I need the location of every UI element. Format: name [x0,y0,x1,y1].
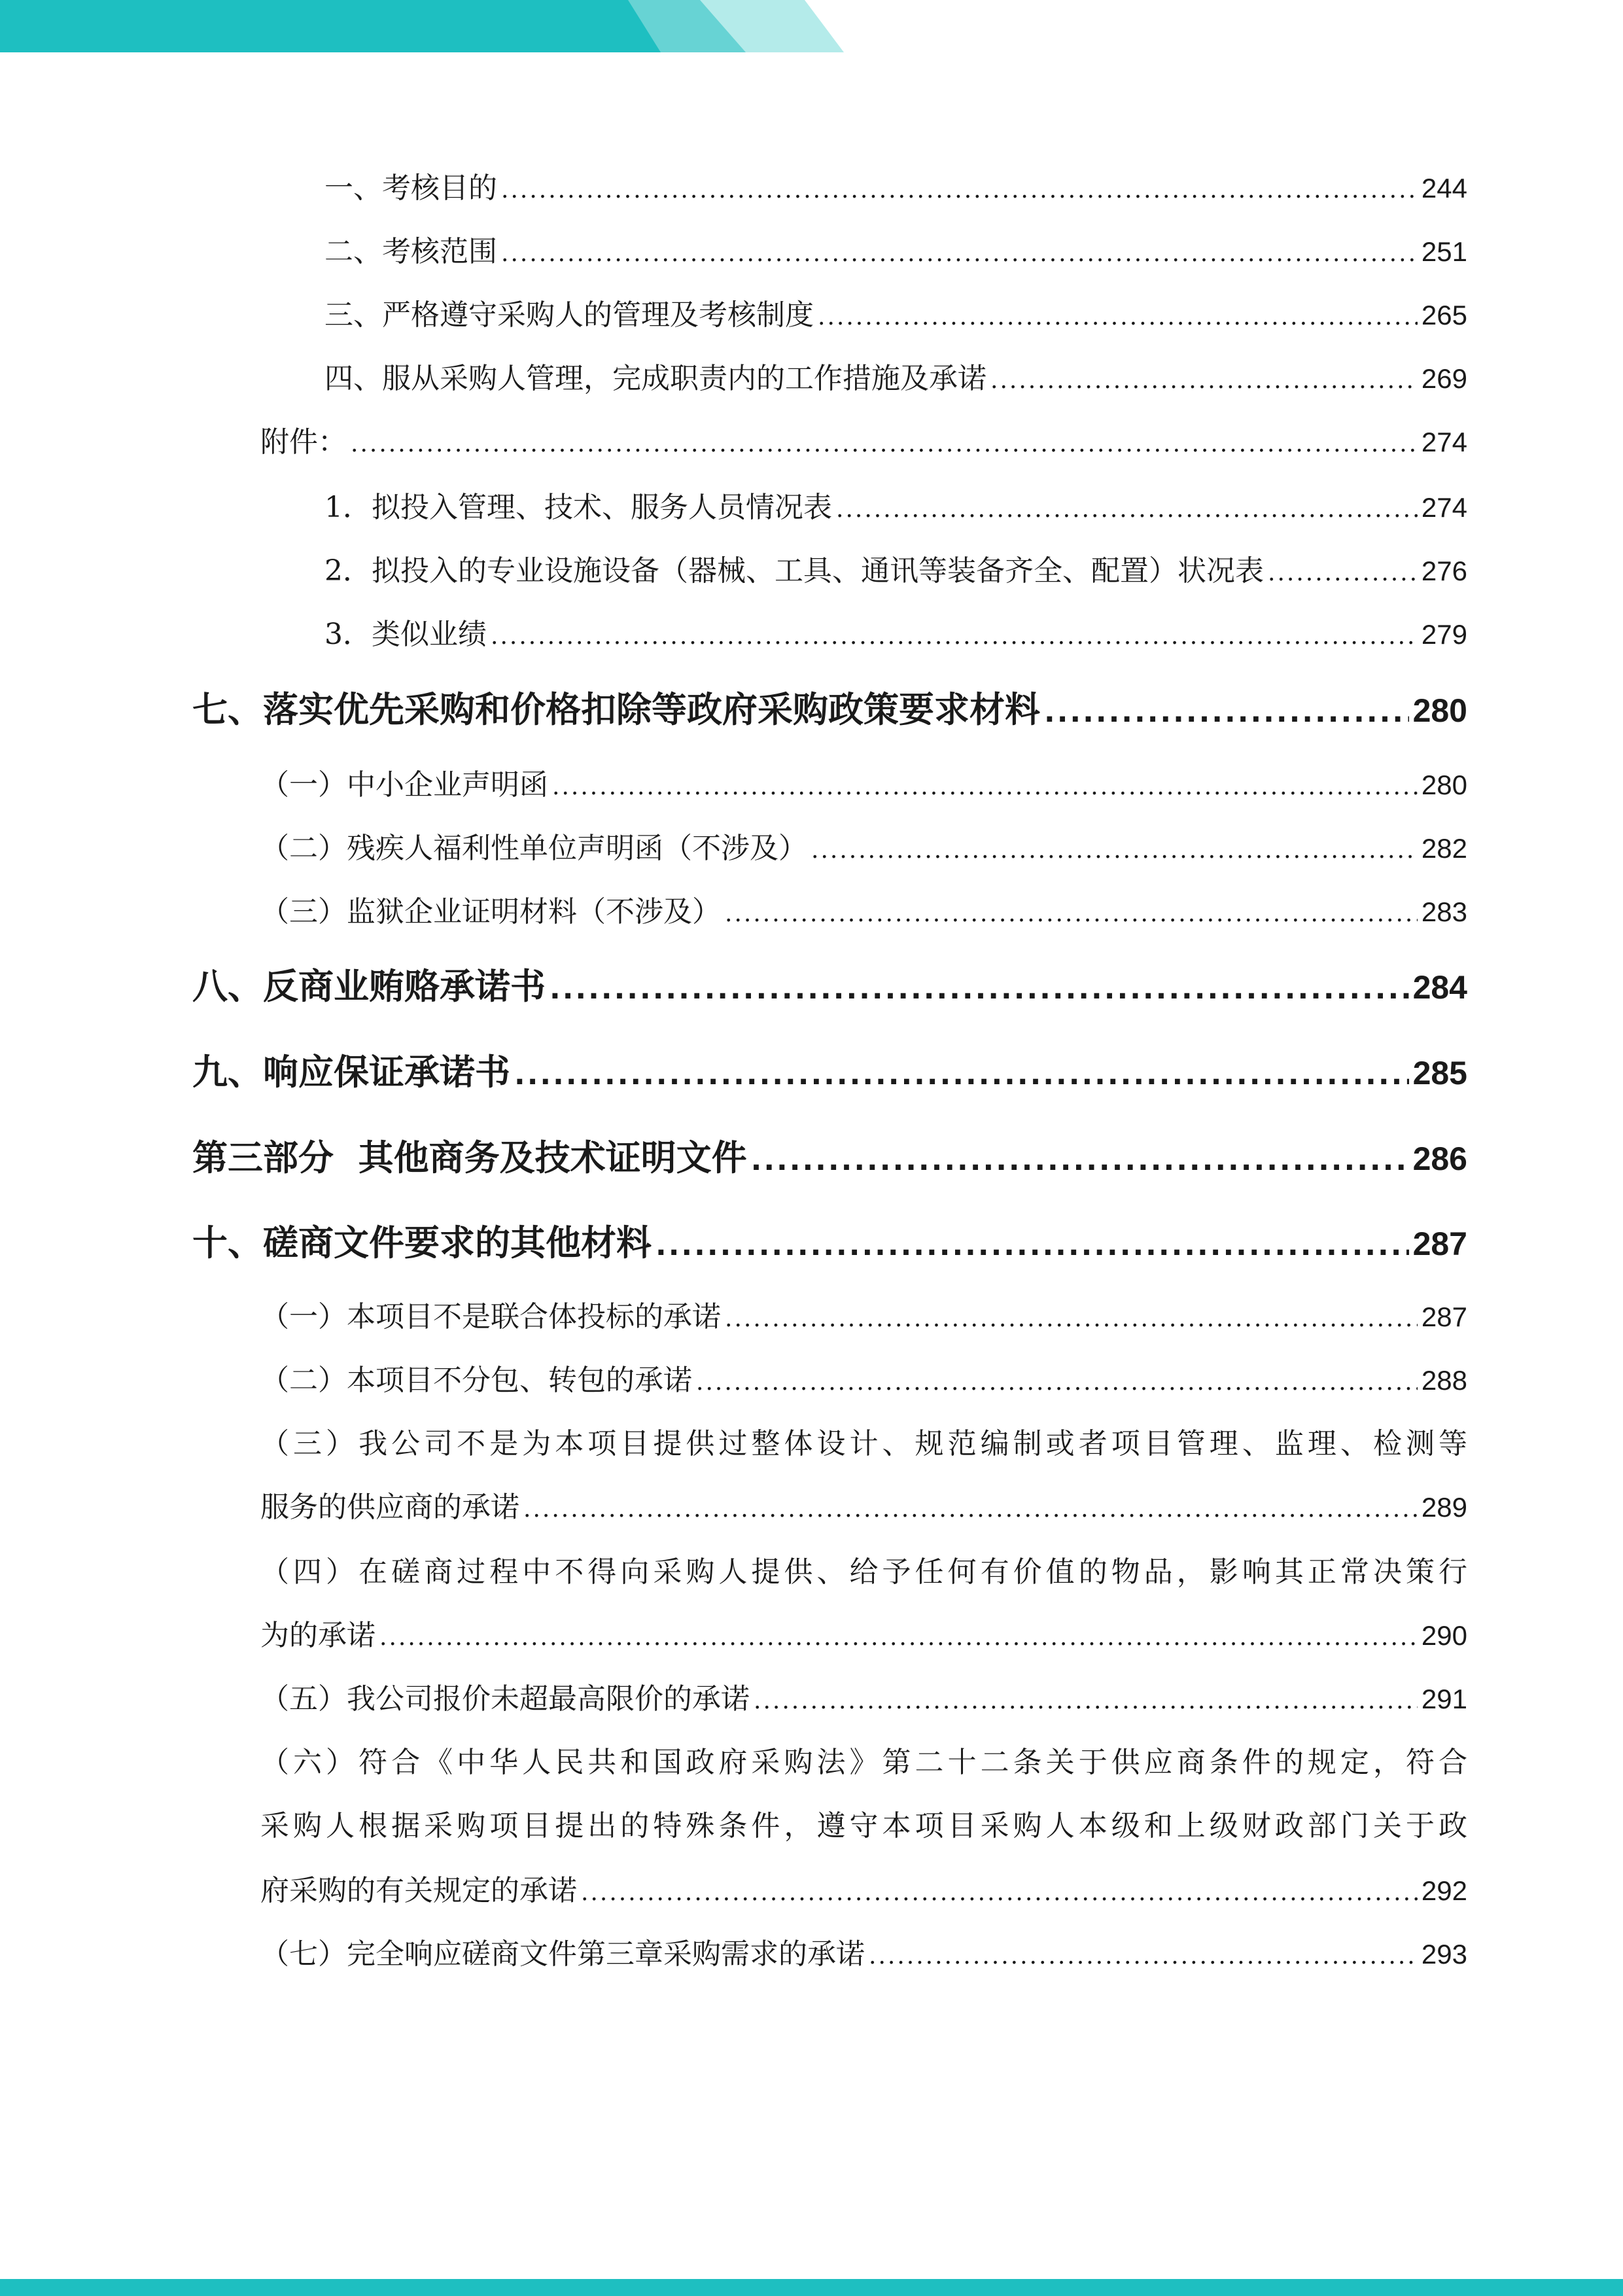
toc-entry[interactable] [324,488,1467,527]
toc-entry[interactable] [324,359,1467,398]
toc-leader-dots [818,298,1418,337]
toc-entry-page: 282 [1421,833,1467,864]
toc-entry[interactable] [324,552,1467,591]
toc-entry-title: 三、严格遵守采购人的管理及考核制度 [324,298,814,332]
toc-entry-title: （二）本项目不分包、转包的承诺 [260,1364,692,1397]
toc-part[interactable] [192,1135,1467,1182]
toc-chapter[interactable] [192,963,1467,1010]
toc-chapter-page: 287 [1412,1226,1467,1262]
toc-entry-title: （一）本项目不是联合体投标的承诺 [260,1300,721,1333]
toc-entry-title: 府采购的有关规定的承诺 [260,1874,577,1907]
toc-entry[interactable] [260,1616,1467,1655]
toc-leader-dots [836,490,1418,529]
toc-leader-dots [501,234,1418,274]
toc-entry[interactable] [324,169,1467,208]
toc-entry-page: 274 [1421,427,1467,457]
toc-leader-dots [523,1490,1418,1529]
toc-entry[interactable] [260,1361,1467,1400]
header-decoration [0,0,850,52]
toc-chapter[interactable] [192,1220,1467,1267]
toc-entry-page: 287 [1421,1301,1467,1332]
toc-entry[interactable] [260,829,1467,868]
toc-chapter-title: 十、磋商文件要求的其他材料 [192,1222,652,1263]
toc-entry-page: 293 [1421,1939,1467,1969]
toc-entry-title: （二）残疾人福利性单位声明函（不涉及） [260,832,807,865]
toc-entry[interactable] [260,892,1467,932]
toc-leader-dots [696,1363,1418,1402]
toc-leader-dots [811,831,1418,870]
toc-entry-page: 279 [1421,619,1467,650]
toc-entry[interactable] [260,1680,1467,1719]
toc-leader-dots [725,1299,1418,1339]
toc-chapter-title: 八、反商业贿赂承诺书 [192,966,546,1007]
toc-entry[interactable] [260,766,1467,805]
toc-entry[interactable] [260,1871,1467,1911]
toc-entry-page: 265 [1421,300,1467,330]
toc-leader-dots [869,1937,1418,1976]
toc-entry-page: 276 [1421,556,1467,586]
toc-leader-dots [379,1618,1418,1657]
toc-entry-page: 269 [1421,363,1467,394]
toc-entry-title: （一）中小企业声明函 [260,768,548,802]
toc-leader-dots [751,1137,1409,1184]
toc-entry-title: 为的承诺 [260,1619,375,1652]
toc-leader-dots [1268,554,1418,593]
toc-entry-page: 288 [1421,1365,1467,1396]
toc-entry-title: （五）我公司报价未超最高限价的承诺 [260,1682,750,1716]
toc-leader-dots [491,617,1418,656]
toc-chapter[interactable] [192,686,1467,733]
toc-leader-dots [581,1873,1418,1913]
toc-entry-title-line[interactable]: （四）在磋商过程中不得向采购人提供、给予任何有价值的物品，影响其正常决策行 [260,1555,1467,1589]
toc-leader-dots [1044,689,1409,736]
toc-leader-dots [725,894,1418,934]
toc-entry[interactable] [324,296,1467,335]
toc-entry[interactable] [260,1298,1467,1337]
toc-chapter-title: 七、落实优先采购和价格扣除等政府采购政策要求材料 [192,689,1040,730]
toc-chapter-title: 九、响应保证承诺书 [192,1051,510,1093]
toc-entry[interactable] [324,615,1467,654]
toc-entry-title: 服务的供应商的承诺 [260,1491,519,1524]
toc-entry-page: 292 [1421,1875,1467,1906]
toc-leader-dots [550,966,1409,1013]
toc-leader-dots [351,425,1418,464]
toc-entry[interactable] [324,232,1467,272]
toc-entry-title: 3．类似业绩 [324,618,487,651]
toc-leader-dots [754,1682,1418,1721]
toc-entry-page: 291 [1421,1684,1467,1714]
toc-entry-title: 附件： [260,425,347,459]
toc-leader-dots [655,1222,1409,1269]
toc-part-page: 286 [1412,1140,1467,1177]
footer-band [0,2279,1623,2296]
toc-leader-dots [514,1051,1409,1099]
toc-entry-page: 244 [1421,173,1467,203]
toc-chapter-page: 280 [1412,692,1467,729]
toc-entry-title: （七）完全响应磋商文件第三章采购需求的承诺 [260,1937,865,1971]
toc-entry-title-line[interactable]: （六）符合《中华人民共和国政府采购法》第二十二条关于供应商条件的规定，符合 [260,1746,1467,1779]
toc-entry[interactable] [260,1935,1467,1974]
toc-entry-page: 251 [1421,236,1467,267]
toc-leader-dots [501,171,1418,210]
toc-leader-dots [552,768,1418,807]
toc-chapter-page: 285 [1412,1055,1467,1091]
toc-entry-page: 274 [1421,492,1467,523]
header-band-dark [0,0,661,52]
toc-entry-title: 二、考核范围 [324,235,497,268]
toc-entry-page: 290 [1421,1620,1467,1651]
toc-entry-title: 一、考核目的 [324,171,497,205]
toc-entry-page: 289 [1421,1492,1467,1523]
toc-entry-page: 280 [1421,769,1467,800]
toc-entry[interactable] [260,423,1467,462]
toc-part-title: 第三部分 其他商务及技术证明文件 [192,1137,747,1178]
toc-entry-title-line[interactable]: 采购人根据采购项目提出的特殊条件，遵守本项目采购人本级和上级财政部门关于政 [260,1809,1467,1843]
toc-entry-title-line[interactable]: （三）我公司不是为本项目提供过整体设计、规范编制或者项目管理、监理、检测等 [260,1427,1467,1460]
toc-entry-title: 1．拟投入管理、技术、服务人员情况表 [324,491,832,524]
toc-entry[interactable] [260,1488,1467,1527]
toc-leader-dots [990,361,1418,400]
toc-chapter[interactable] [192,1049,1467,1096]
toc-entry-title: 四、服从采购人管理，完成职责内的工作措施及承诺 [324,362,986,395]
toc-entry-title: （三）监狱企业证明材料（不涉及） [260,895,721,928]
toc-chapter-page: 284 [1412,969,1467,1006]
toc-entry-page: 283 [1421,896,1467,927]
toc-entry-title: 2．拟投入的专业设施设备（器械、工具、通讯等装备齐全、配置）状况表 [324,554,1264,588]
